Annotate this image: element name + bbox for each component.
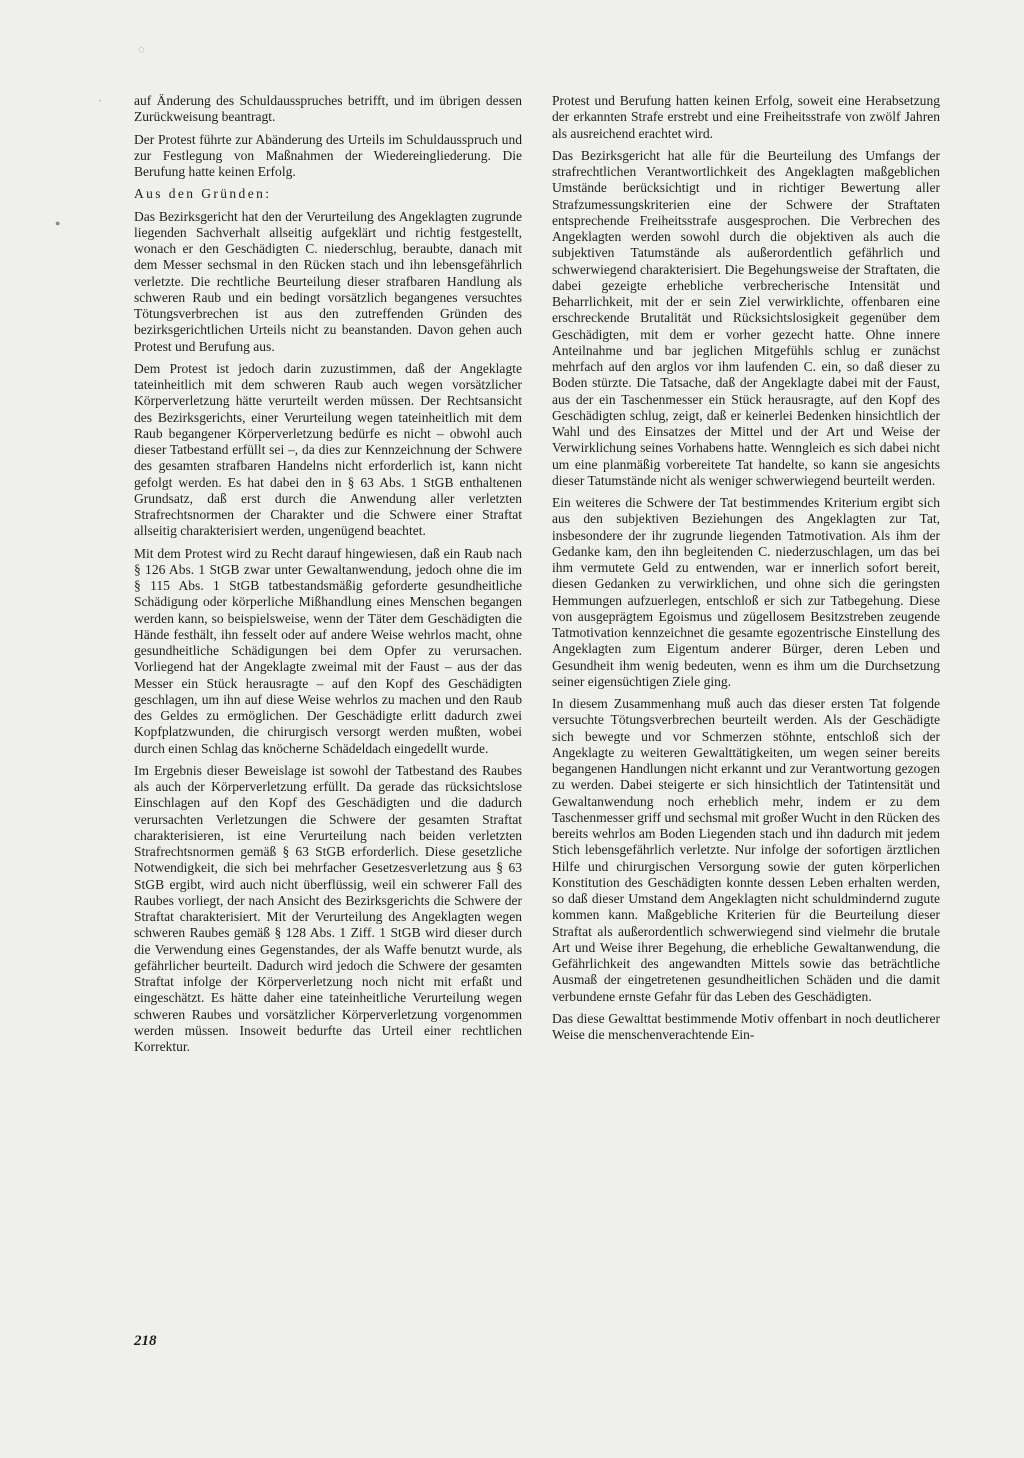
paragraph: Protest und Berufung hatten keinen Erfolg, soweit eine Herabsetzung der erkannten Strafe erstrebt und eine Freiheitsstrafe von zwölf Jahren als ausreichend erachtet wird. <box>552 93 940 141</box>
paragraph: Das Bezirksgericht hat den der Verurteilung des Angeklagten zugrunde liegenden Sachverhalt allseitig aufgeklärt und richtig festgestellt, wonach er den Geschädigten C. niederschlug, beraubte, danach mit dem Messer sechsmal in den Rücken stach und ihn lebensgefährlich verletzte. Die rechtliche Beurteilung dieser strafbaren Handlung als schweren Raub und ein bedingt vorsätzlich begangenes versuchtes Tötungsverbrechen ist aus den zutreffenden Gründen des bezirksgerichtlichen Urteils nicht zu beanstanden. Davon gehen auch Protest und Berufung aus. <box>134 208 522 354</box>
paragraph: In diesem Zusammenhang muß auch das dieser ersten Tat folgende versuchte Tötungsverbrechen beurteilt werden. Als der Geschädigte sich bewegte und vor Schmerzen stöhnte, entschloß sich der Angeklagte zu weiteren Gewalttätigkeiten, um wegen seiner bereits begangenen Handlungen nicht erkannt und zur Verantwortung gezogen zu werden. Dabei steigerte er sich hinsichtlich der Tatintensität und Gewaltanwendung noch erheblich mehr, indem er zu dem Taschenmesser griff und sechsmal mit großer Wucht in den Rücken des bereits wehrlos am Boden Liegenden stach und ihn dadurch mit jedem Stich lebensgefährlich verletzte. Nur infolge der sofortigen ärztlichen Hilfe und chirurgischen Versorgung sowie der guten körperlichen Konstitution des Geschädigten konnte dessen Leben erhalten werden, so daß dieser Umstand dem Angeklagten nicht schuldmindernd zugute kommen kann. Maßgebliche Kriterien für die Beurteilung dieser Straftat als außerordentlich schwerwiegend sind vielmehr die brutale Art und Weise ihrer Begehung, die erhebliche Gewaltanwendung, die Gefährlichkeit des angewandten Mittels sowie das beträchtliche Ausmaß der eingetretenen gesundheitlichen Schäden und die damit verbundene ernste Gefahr für das Leben des Geschädigten. <box>552 696 940 1004</box>
left-column <box>134 93 522 1061</box>
paragraph: Das diese Gewalttat bestimmende Motiv offenbart in noch deutlicherer Weise die menschenverachtende Ein- <box>552 1010 940 1042</box>
section-heading: Aus den Gründen: <box>134 186 272 202</box>
paragraph: auf Änderung des Schuldausspruches betrifft, und im übrigen dessen Zurückweisung beantragt. <box>134 93 522 125</box>
paragraph: Im Ergebnis dieser Beweislage ist sowohl der Tatbestand des Raubes als auch der Körperverletzung erfüllt. Da gerade das rücksichtslose Einschlagen auf den Kopf des Geschädigten und die dadurch verursachten Verletzungen die Schwere der gesamten Straftat charakterisieren, ist eine Verurteilung nach beiden verletzten Strafrechtsnormen gemäß § 63 StGB erforderlich. Diese gesetzliche Notwendigkeit, die sich bei mehrfacher Gesetzesverletzung aus § 63 StGB ergibt, wird auch nicht überflüssig, weil ein schwerer Fall des Raubes vorliegt, der nach Ansicht des Bezirksgerichts die Schwere der Straftat charakterisiert. Mit der Verurteilung des Angeklagten wegen schweren Raubes gemäß § 128 Abs. 1 Ziff. 1 StGB wird dieser durch die Verwendung eines Gegenstandes, der als Waffe benutzt wurde, als gefährlicher beurteilt. Dadurch wird jedoch die Schwere der gesamten Straftat infolge der Körperverletzung noch nicht mit erfaßt und eingeschätzt. Es hätte daher eine tateinheitliche Verurteilung wegen schweren Raubes und vorsätzlicher Körperverletzung vorgenommen werden müssen. Insoweit bedurfte das Urteil einer rechtlichen Korrektur. <box>134 762 522 1054</box>
page-number: 218 <box>134 1333 157 1349</box>
paragraph: Dem Protest ist jedoch darin zuzustimmen, daß der Angeklagte tateinheitlich mit dem schweren Raub auch wegen vorsätzlicher Körperverletzung hätte verurteilt werden müssen. Der Rechtsansicht des Bezirksgerichts, einer Verurteilung wegen tateinheitlich mit dem Raub begangener Körperverletzung bedürfe es nicht – obwohl auch dieser Tatbestand erfüllt sei –, da dies zur Kennzeichnung der Schwere des gesamten strafbaren Handelns nicht erforderlich ist, kann nicht gefolgt werden. Es hat dabei den in § 63 Abs. 1 StGB enthaltenen Grundsatz, daß erst durch die Anwendung aller verletzten Strafrechtsnormen der Charakter und die Schwere einer Straftat allseitig charakterisiert werden, ungenügend beachtet. <box>134 360 522 539</box>
scan-dot-mark: ● <box>55 218 61 228</box>
paragraph: Das Bezirksgericht hat alle für die Beurteilung des Umfangs der strafrechtlichen Verantwortlichkeit des Angeklagten maßgeblichen Umstände berücksichtigt und in richtiger Bewertung aller Strafzumessungskriterien eine der Schwere der Straftaten entsprechende Freiheitsstrafe ausgesprochen. Die Verbrechen des Angeklagten werden sowohl durch die objektiven als auch die subjektiven Tatumstände als außerordentlich gefährlich und schwerwiegend charakterisiert. Die Begehungsweise der Straftaten, die dabei gezeigte erhebliche verbrecherische Intensität und Beharrlichkeit, mit der er sein Ziel verwirklichte, offenbaren eine erschreckende Brutalität und Rücksichtslosigkeit gegenüber dem Geschädigten, mit dem er vorher gezecht hatte. Ohne innere Anteilnahme und bar jeglichen Mitgefühls schlug er zunächst mehrfach auf den arglos vor ihm laufenden C. ein, so daß dieser zu Boden stürzte. Die Tatsache, daß der Angeklagte dabei mit der Faust, aus der ein Taschenmesser ein Stück herausragte, auf den Kopf des Geschädigten schlug, zeigt, daß er keinerlei Bedenken hinsichtlich der Wahl und des Einsatzes der Mittel und der Art und Weise der Verwirklichung seines Vorhabens hatte. Wenngleich es sich dabei nicht um eine planmäßig vorbereitete Tat handelte, so kann sie angesichts dieser Tatumstände nicht als weniger schwerwiegend beurteilt werden. <box>552 147 940 488</box>
scan-speck-mark: ◌ <box>138 44 145 56</box>
paragraph: Mit dem Protest wird zu Recht darauf hingewiesen, daß ein Raub nach § 126 Abs. 1 StGB zwar unter Gewaltanwendung, jedoch ohne die im § 115 Abs. 1 StGB tatbestandsmäßig geforderte gesundheitliche Schädigung oder körperliche Mißhandlung eines Menschen begangen werden kann, so beispielsweise, wenn der Täter dem Geschädigten die Hände festhält, ihn fesselt oder auf andere Weise wehrlos macht, ohne gesundheitliche Schädigungen bei dem Opfer zu verursachen. Vorliegend hat der Angeklagte zweimal mit der Faust – aus der das Messer ein Stück herausragte – auf den Kopf des Geschädigten geschlagen, um ihn auf diese Weise wehrlos zu machen und den Raub des Geldes zu ermöglichen. Der Geschädigte erlitt dadurch zwei Kopfplatzwunden, die chirurgisch versorgt werden mußten, wobei durch einen Schlag das knöcherne Schädeldach eingedellt wurde. <box>134 545 522 756</box>
paragraph: Der Protest führte zur Abänderung des Urteils im Schuldausspruch und zur Festlegung von Maßnahmen der Wiedereingliederung. Die Berufung hatte keinen Erfolg. <box>134 131 522 179</box>
right-column <box>552 93 940 1049</box>
scan-tick-mark: ˎ <box>98 90 102 102</box>
paragraph: Ein weiteres die Schwere der Tat bestimmendes Kriterium ergibt sich aus den subjektiven Beziehungen des Angeklagten zur Tat, insbesondere der ihr zugrunde liegenden Tatmotivation. Als ihm der Gedanke kam, den ihn begleitenden C. niederzuschlagen, um das bei ihm vermutete Geld zu entwenden, war er innerlich sofort bereit, diesen Gedanken zu verwirklichen, und ohne sich die geringsten Hemmungen aufzuerlegen, entschloß er sich zur Tatbegehung. Diese von ausgeprägtem Egoismus und zügellosem Besitzstreben zeugende Tatmotivation kennzeichnet die gesamte egozentrische Einstellung des Angeklagten zum Eigentum anderer Bürger, deren Leben und Gesundheit ihm wenig bedeuten, wenn es ihm um die Durchsetzung seiner eigensüchtigen Ziele ging. <box>552 495 940 689</box>
